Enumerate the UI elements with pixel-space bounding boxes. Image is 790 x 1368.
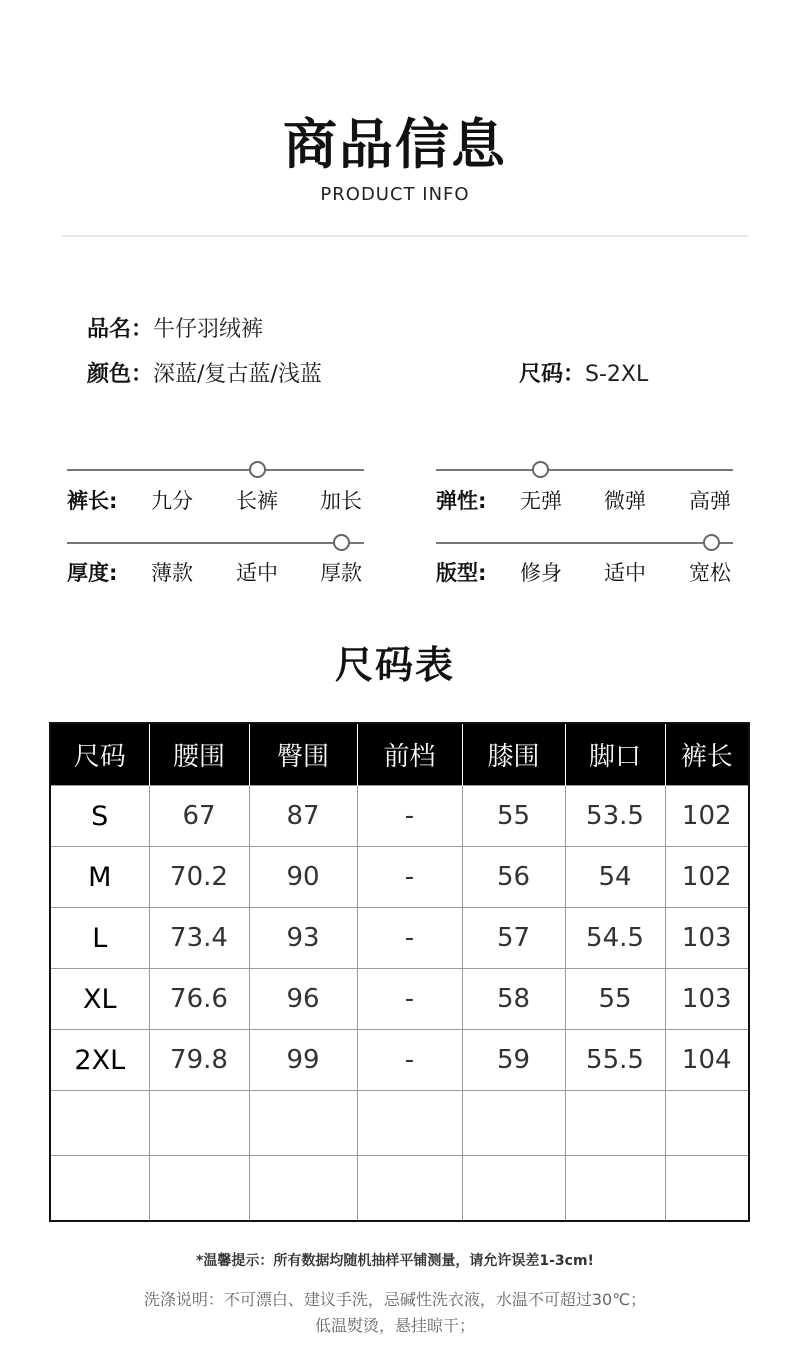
thickness-scale-track xyxy=(67,542,364,544)
table-cell: 99 xyxy=(249,1030,357,1091)
table-cell: - xyxy=(357,908,462,969)
empty-cell xyxy=(462,1091,565,1156)
size-chart-title: 尺码表 xyxy=(334,643,455,687)
empty-cell xyxy=(357,1156,462,1222)
table-cell: - xyxy=(357,969,462,1030)
table-cell: S xyxy=(50,786,149,847)
table-cell: 58 xyxy=(462,969,565,1030)
empty-cell xyxy=(357,1091,462,1156)
size-chart-table xyxy=(49,722,750,1222)
product-size-value: S-2XL xyxy=(585,362,649,387)
table-cell: 103 xyxy=(665,969,749,1030)
wash-instructions xyxy=(0,1287,790,1339)
table-cell: 73.4 xyxy=(149,908,249,969)
fit-scale-marker xyxy=(703,534,720,551)
product-color-value: 深蓝/复古蓝/浅蓝 xyxy=(153,362,322,387)
thickness-option: 厚款 xyxy=(320,561,362,585)
table-cell: XL xyxy=(50,969,149,1030)
elasticity-label: 弹性: xyxy=(436,489,487,513)
empty-cell xyxy=(50,1091,149,1156)
elasticity-scale-track xyxy=(436,469,733,471)
empty-cell xyxy=(462,1156,565,1222)
product-name-value: 牛仔羽绒裤 xyxy=(153,317,264,342)
length-option: 加长 xyxy=(320,489,362,513)
table-cell: 55 xyxy=(565,969,665,1030)
table-cell: 103 xyxy=(665,908,749,969)
length-scale-track xyxy=(67,469,364,471)
table-cell: 76.6 xyxy=(149,969,249,1030)
fit-label: 版型: xyxy=(436,561,487,585)
table-cell: 55.5 xyxy=(565,1030,665,1091)
length-option: 长裤 xyxy=(236,489,278,513)
length-option: 九分 xyxy=(151,489,193,513)
empty-cell xyxy=(50,1156,149,1222)
table-row xyxy=(50,969,749,1030)
table-cell: 93 xyxy=(249,908,357,969)
table-row xyxy=(50,786,749,847)
fit-scale-track xyxy=(436,542,733,544)
table-cell: 54 xyxy=(565,847,665,908)
table-cell: 53.5 xyxy=(565,786,665,847)
empty-cell xyxy=(565,1091,665,1156)
table-cell: 79.8 xyxy=(149,1030,249,1091)
elasticity-option: 无弹 xyxy=(520,489,562,513)
product-color-label: 颜色： xyxy=(87,362,154,387)
table-cell: 67 xyxy=(149,786,249,847)
product-name-row xyxy=(87,312,263,343)
column-header: 前档 xyxy=(357,723,462,786)
table-cell: 102 xyxy=(665,786,749,847)
table-cell: - xyxy=(357,847,462,908)
length-scale-marker xyxy=(249,461,266,478)
page-subtitle: PRODUCT INFO xyxy=(320,184,470,205)
elasticity-scale-marker xyxy=(532,461,549,478)
table-cell: 102 xyxy=(665,847,749,908)
product-color-row xyxy=(87,357,322,388)
empty-cell xyxy=(149,1156,249,1222)
empty-cell xyxy=(565,1156,665,1222)
column-header: 腰围 xyxy=(149,723,249,786)
column-header: 脚口 xyxy=(565,723,665,786)
fit-option: 修身 xyxy=(520,561,562,585)
product-name-label: 品名： xyxy=(87,317,154,342)
thickness-scale-marker xyxy=(333,534,350,551)
table-cell: 104 xyxy=(665,1030,749,1091)
table-cell: 56 xyxy=(462,847,565,908)
thickness-label: 厚度: xyxy=(67,561,118,585)
size-chart-header-row xyxy=(50,723,749,786)
table-cell: 90 xyxy=(249,847,357,908)
column-header: 尺码 xyxy=(50,723,149,786)
table-cell: 59 xyxy=(462,1030,565,1091)
thickness-option: 适中 xyxy=(236,561,278,585)
fit-option: 宽松 xyxy=(689,561,731,585)
elasticity-option: 高弹 xyxy=(689,489,731,513)
table-cell: M xyxy=(50,847,149,908)
table-cell: - xyxy=(357,786,462,847)
table-row xyxy=(50,908,749,969)
column-header: 膝围 xyxy=(462,723,565,786)
empty-cell xyxy=(249,1091,357,1156)
table-cell: 2XL xyxy=(50,1030,149,1091)
length-label: 裤长: xyxy=(67,489,118,513)
fit-option: 适中 xyxy=(604,561,646,585)
empty-table-row xyxy=(50,1156,749,1222)
table-cell: 55 xyxy=(462,786,565,847)
product-size-row xyxy=(519,357,648,388)
elasticity-option: 微弹 xyxy=(604,489,646,513)
table-row xyxy=(50,1030,749,1091)
wash-line: 洗涤说明：不可漂白、建议手洗，忌碱性洗衣液，水温不可超过30℃； xyxy=(143,1290,647,1309)
empty-table-row xyxy=(50,1091,749,1156)
empty-cell xyxy=(249,1156,357,1222)
table-cell: 96 xyxy=(249,969,357,1030)
table-cell: - xyxy=(357,1030,462,1091)
table-cell: L xyxy=(50,908,149,969)
thickness-option: 薄款 xyxy=(151,561,193,585)
table-cell: 57 xyxy=(462,908,565,969)
header-divider xyxy=(62,235,748,237)
empty-cell xyxy=(665,1091,749,1156)
product-size-label: 尺码： xyxy=(519,362,586,387)
column-header: 裤长 xyxy=(665,723,749,786)
table-cell: 70.2 xyxy=(149,847,249,908)
wash-line: 低温熨烫，悬挂晾干； xyxy=(314,1316,475,1335)
table-cell: 87 xyxy=(249,786,357,847)
column-header: 臀围 xyxy=(249,723,357,786)
table-cell: 54.5 xyxy=(565,908,665,969)
table-row xyxy=(50,847,749,908)
empty-cell xyxy=(149,1091,249,1156)
page-title: 商品信息 xyxy=(283,113,507,176)
measurement-note: *温馨提示：所有数据均随机抽样平铺测量，请允许误差1-3cm! xyxy=(196,1253,594,1269)
empty-cell xyxy=(665,1156,749,1222)
